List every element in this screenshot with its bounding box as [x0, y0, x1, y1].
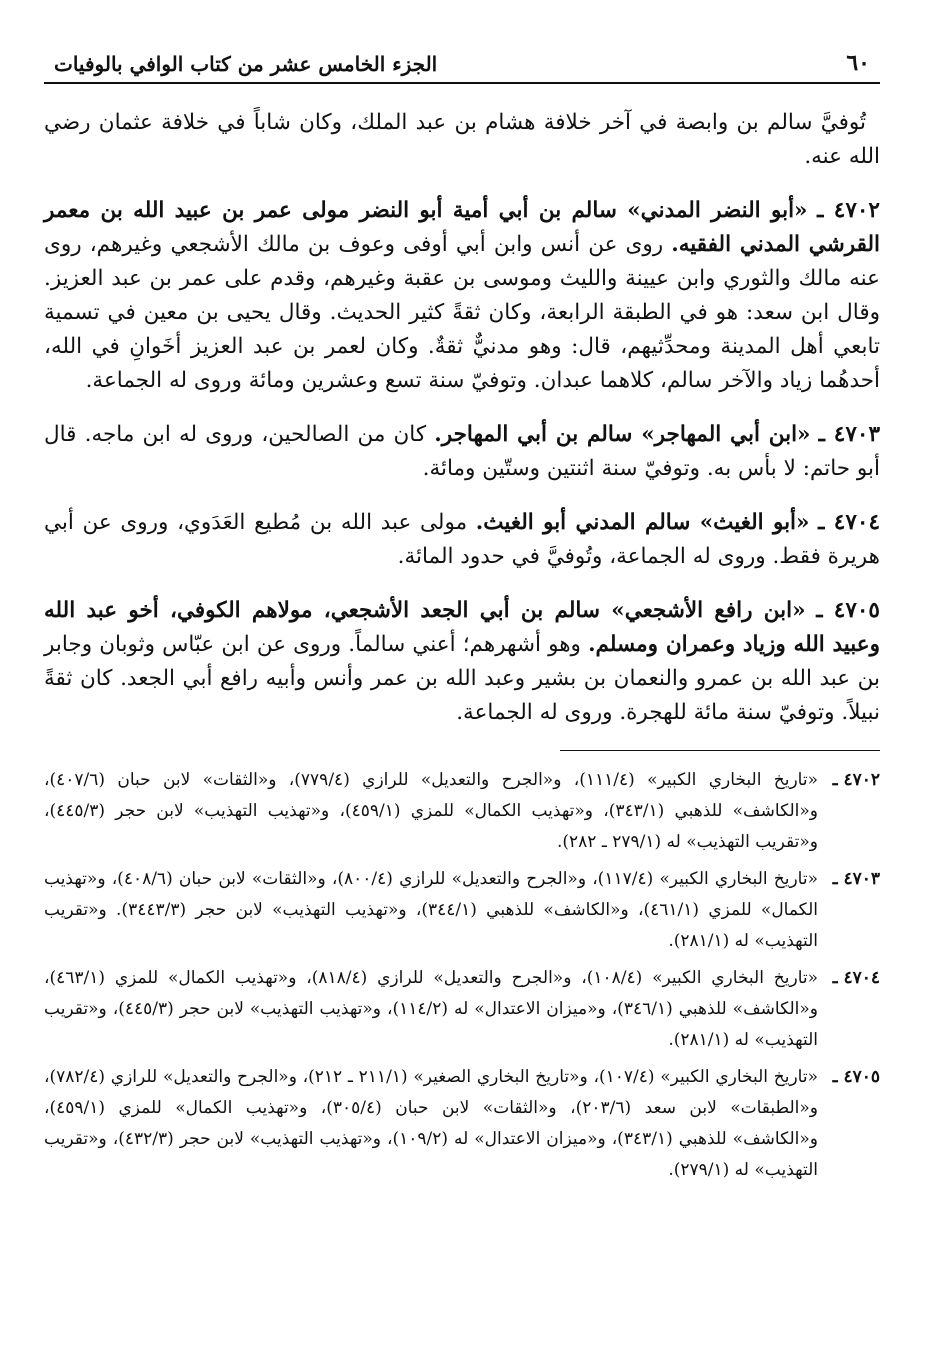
footnote-text: «تاريخ البخاري الكبير» (١٠٧/٤)، و«تاريخ البخاري الصغير» (٢١١/١ ـ ٢١٢)، و«الجرح والتعديل» للرازي (٧٨٢/٤)، و«الطبقات» لابن سعد (٢٠٣/٦)، و«الثقات» لابن حبان (٣٠٥/٤)، و«تهذيب الكمال» للمزي (٤٥٩/١)، و«الكاشف» للذهبي (٣٤٣/١)، و«ميزان الاعتدال» له (١٠٩/٢)، و«تهذيب التهذيب» لابن حجر (٤٣٢/٣)، و«تقريب التهذيب» له (٢٧٩/١). — [44, 1067, 818, 1180]
entry-heading: «ابن رافع الأشجعي» سالم بن أبي الجعد الأشجعي، مولاهم الكوفي، أخو عبد الله وعبيد الله وزياد وعمران ومسلم. — [44, 598, 880, 657]
entry-number: ٤٧٠٣ ـ — [818, 422, 880, 447]
page-number: ٦٠ — [846, 50, 870, 76]
entry-number: ٤٧٠٤ ـ — [818, 510, 880, 535]
intro-paragraph: تُوفيَّ سالم بن وابصة في آخر خلافة هشام بن عبد الملك، وكان شاباً في خلافة عثمان رضي الله عنه. — [44, 110, 880, 169]
footnote-number: ٤٧٠٣ ـ — [832, 869, 880, 889]
footnote-4705 — [44, 1062, 880, 1186]
running-title: الجزء الخامس عشر من كتاب الوافي بالوفيات — [54, 52, 438, 76]
entry-4702 — [44, 194, 880, 398]
entry-text: روى عن أنس وابن أبي أوفى وعوف بن مالك الأشجعي وغيرهم، روى عنه مالك والثوري وابن عيينة والليث وموسى بن عقبة وغيرهم، وقدم على عمر بن عبد العزيز. وقال ابن سعد: هو في الطبقة الرابعة، وكان ثقةً كثير الحديث. وقال يحيى بن معين في تسمية تابعي أهل المدينة ومحدِّثيهم، قال: وهو مدنيٌّ ثقةٌ. وكان لعمر بن عبد العزيز أخَوانِ في الله، أحدهُما زياد والآخر سالم، كلاهما عبدان. وتوفيّ سنة تسع وعشرين ومائة وروى له الجماعة. — [44, 232, 880, 393]
entry-text: وهو أشهرهم؛ أعني سالماً. وروى عن ابن عبّاس وثوبان وجابر بن عبد الله بن عمرو والنعمان بن بشير وعبد الله بن عمر وأنس وأبيه رافع أبي الجعد. كان ثقةً نبيلاً. وتوفيّ سنة مائة للهجرة. وروى له الجماعة. — [44, 632, 880, 725]
footnote-number: ٤٧٠٢ ـ — [832, 770, 880, 790]
main-text — [44, 106, 880, 730]
entry-number: ٤٧٠٥ ـ — [816, 598, 880, 623]
entry-4705 — [44, 594, 880, 730]
entry-text: مولى عبد الله بن مُطيع العَدَوي، وروى عن أبي هريرة فقط. وروى له الجماعة، وتُوفيَّ في حدود المائة. — [44, 510, 880, 569]
footnote-text: «تاريخ البخاري الكبير» (١١١/٤)، و«الجرح والتعديل» للرازي (٧٧٩/٤)، و«الثقات» لابن حبان (٤٠٧/٦)، و«الكاشف» للذهبي (٣٤٣/١)، و«تهذيب الكمال» للمزي (٤٥٩/١)، و«تهذيب التهذيب» لابن حجر (٤٤٥/٣)، و«تقريب التهذيب» له (٢٧٩/١ ـ ٢٨٢). — [44, 770, 818, 852]
entry-heading: «أبو النضر المدني» سالم بن أبي أمية أبو النضر مولى عمر بن عبيد الله بن معمر القرشي المدني الفقيه. — [44, 198, 881, 257]
footnote-text: «تاريخ البخاري الكبير» (١٠٨/٤)، و«الجرح والتعديل» للرازي (٨١٨/٤)، و«تهذيب الكمال» للمزي (٤٦٣/١)، و«الكاشف» للذهبي (٣٤٦/١)، و«ميزان الاعتدال» له (١١٤/٢)، و«تهذيب التهذيب» لابن حجر (٤٤٥/٣)، و«تقريب التهذيب» له (٢٨١/١). — [44, 968, 819, 1050]
entry-heading: «أبو الغيث» سالم المدني أبو الغيث. — [475, 510, 810, 535]
entry-number: ٤٧٠٢ ـ — [817, 198, 880, 223]
footnote-divider — [560, 750, 880, 751]
entry-4703 — [44, 418, 880, 486]
footnote-4703 — [44, 864, 880, 957]
footnote-number: ٤٧٠٥ ـ — [832, 1067, 880, 1087]
entry-4704 — [44, 506, 880, 574]
book-page — [44, 44, 880, 1334]
footnote-4702 — [44, 765, 880, 858]
footnotes — [44, 765, 880, 1186]
footnote-text: «تاريخ البخاري الكبير» (١١٧/٤)، و«الجرح والتعديل» للرازي (٨٠٠/٤)، و«الثقات» لابن حبان (٤٠٨/٦)، و«تهذيب الكمال» للمزي (٤٦١/١)، و«الكاشف» للذهبي (٣٤٤/١)، و«تهذيب التهذيب» لابن حجر (٣٤٤٣/٣). و«تقريب التهذيب» له (٢٨١/١). — [44, 869, 818, 951]
entry-text: كان من الصالحين، وروى له ابن ماجه. قال أبو حاتم: لا بأس به. وتوفيّ سنة اثنتين وستّين ومائة. — [44, 422, 880, 481]
entry-heading: «ابن أبي المهاجر» سالم بن أبي المهاجر. — [434, 422, 811, 447]
footnote-4704 — [44, 963, 880, 1056]
running-header — [44, 44, 880, 84]
footnote-number: ٤٧٠٤ ـ — [832, 968, 880, 988]
